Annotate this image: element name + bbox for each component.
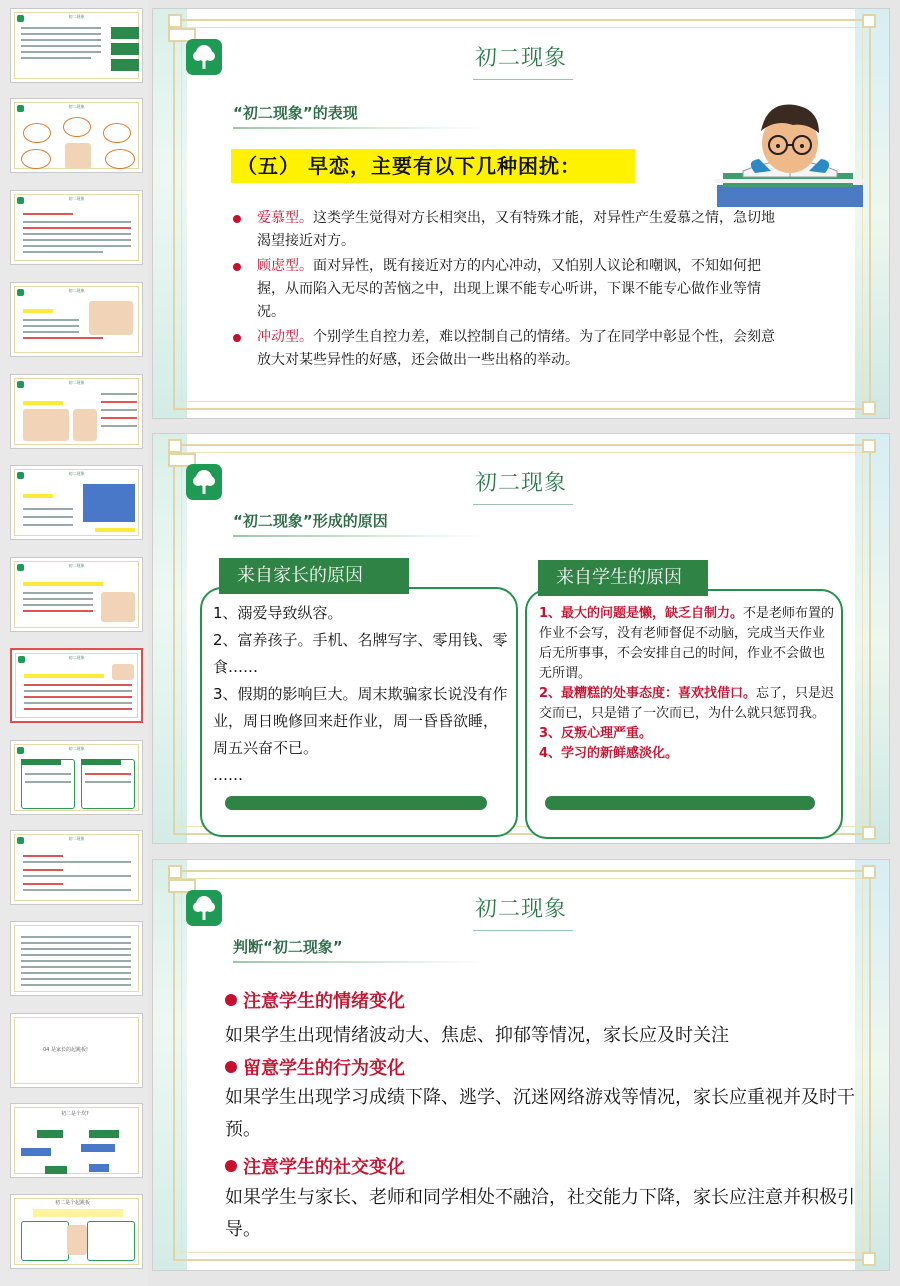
slide-title: 初二现象: [474, 46, 567, 71]
slide-thumbnail-8-active[interactable]: 初二现象: [10, 648, 143, 723]
bullet-dot-icon: [225, 1061, 237, 1073]
bullet-dot-icon: [233, 334, 241, 342]
slide-thumbnail-9[interactable]: 初二现象: [10, 740, 143, 815]
list-item: 冲动型。个别学生自控力差，难以控制自己的情绪。为了在同学中彰显个性，会刻意放大对某些异性的好感，还会做出一些出格的举动。: [233, 326, 778, 372]
slide-thumbnail-7[interactable]: 初二现象: [10, 557, 143, 632]
highlight-banner: （五） 早恋，主要有以下几种困扰：: [231, 149, 635, 183]
slide-causes: [152, 433, 890, 844]
list-item: 爱慕型。这类学生觉得对方长相突出，又有特殊才能，对异性产生爱慕之情，急切地渴望接近对方。: [233, 207, 778, 253]
bullet-dot-icon: [233, 215, 241, 223]
section-subheading: “初二现象”的表现: [233, 104, 358, 122]
slide-judging: [152, 859, 890, 1271]
student-causes-header: 来自学生的原因: [538, 560, 708, 596]
slide-title: 初二现象: [474, 897, 567, 922]
behavior-change-heading: 留意学生的行为变化: [225, 1054, 405, 1080]
slide-thumbnail-11[interactable]: [10, 921, 143, 996]
section-subheading: 判断“初二现象”: [233, 938, 343, 956]
troubles-list: [233, 207, 778, 372]
parent-causes-text: 1、溺爱导致纵容。 2、富养孩子。手机、名牌写字、零用钱、零食…… 3、假期的影响巨大。周末欺骗家长说没有作业，周日晚修回来赶作业，周一昏昏欲睡，周五兴奋不已。 ……: [213, 604, 508, 784]
slide-thumbnail-13[interactable]: 初二是个坎?: [10, 1103, 143, 1178]
slide-thumbnail-4[interactable]: 初二现象: [10, 282, 143, 357]
slide-title: 初二现象: [474, 471, 567, 496]
list-item: 顾虑型。面对异性，既有接近对方的内心冲动，又怕别人议论和嘲讽，不知如何把握，从而陷入无尽的苦恼之中，出现上课不能专心听讲，下课不能专心做作业等情况。: [233, 255, 778, 324]
bullet-dot-icon: [233, 263, 241, 271]
slide-thumbnail-14[interactable]: 初二是个起跳板: [10, 1194, 143, 1269]
behavior-change-text: 如果学生出现学习成绩下降、逃学、沉迷网络游戏等情况，家长应重视并及时干预。: [225, 1087, 855, 1140]
slide-thumbnail-panel[interactable]: [0, 0, 148, 1286]
emotion-change-text: 如果学生出现情绪波动大、焦虑、抑郁等情况，家长应及时关注: [225, 1025, 729, 1046]
student-reading-illustration: [715, 101, 865, 209]
slide-early-love-troubles: [152, 8, 890, 419]
slide-thumbnail-2[interactable]: 初二现象: [10, 98, 143, 173]
parent-causes-header: 来自家长的原因: [219, 558, 409, 594]
bullet-dot-icon: [225, 1160, 237, 1172]
social-change-text: 如果学生与家长、老师和同学相处不融洽，社交能力下降，家长应注意并积极引导。: [225, 1187, 855, 1240]
slide-thumbnail-1[interactable]: 初二现象: [10, 8, 143, 83]
social-change-heading: 注意学生的社交变化: [225, 1153, 405, 1179]
slide-thumbnail-10[interactable]: 初二现象: [10, 830, 143, 905]
emotion-change-heading: 注意学生的情绪变化: [225, 987, 405, 1013]
slide-thumbnail-6[interactable]: 初二现象: [10, 465, 143, 540]
bullet-dot-icon: [225, 994, 237, 1006]
slide-thumbnail-5[interactable]: 初二现象: [10, 374, 143, 449]
student-causes-text: 1、最大的问题是懒，缺乏自制力。不是老师布置的作业不会写，没有老师督促不动脑，完成当天作业后无所事事，不会安排自己的时间，作业不会做也无所谓。 2、最糟糕的处事态度：喜欢找借口。忘了，只是迟交而已，只是错了一次而已，为什么就只惩罚我。 3、反叛心理严重。 4、学习的新鲜感淡化。: [539, 606, 835, 761]
slide-thumbnail-3[interactable]: 初二现象: [10, 190, 143, 265]
section-subheading: “初二现象”形成的原因: [233, 512, 388, 530]
slide-thumbnail-12[interactable]: 04 是家长的起跳板!: [10, 1013, 143, 1088]
